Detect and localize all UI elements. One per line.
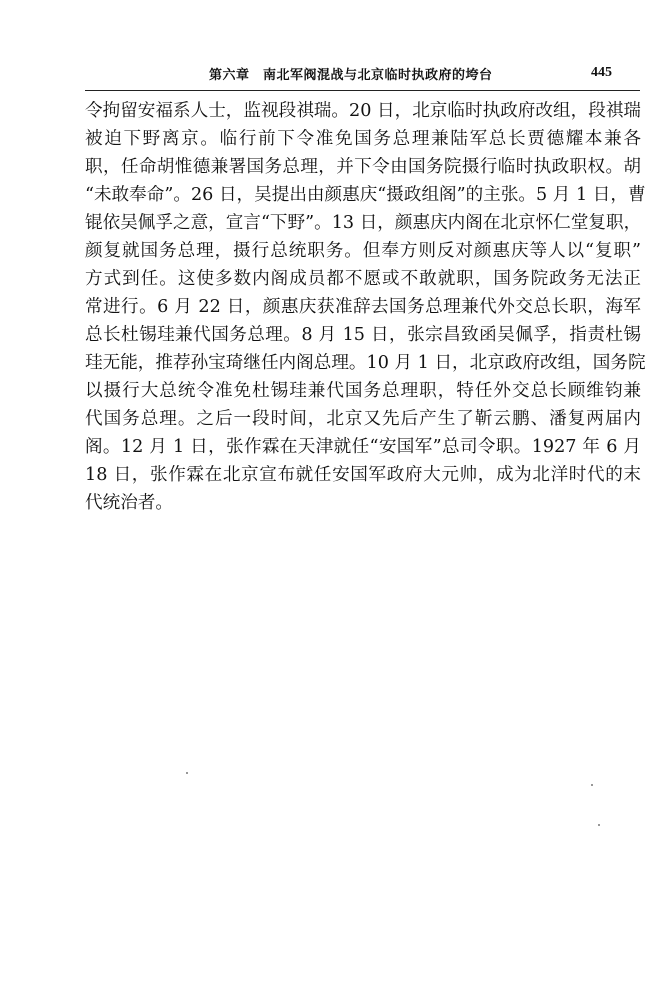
text-line: 珪无能，推荐孙宝琦继任内阁总理。10 月 1 日，北京政府改组，国务院	[85, 353, 646, 373]
text-line: 以摄行大总统令准免杜锡珪兼代国务总理职，特任外交总长顾维钧兼	[85, 381, 641, 401]
text-line: 令拘留安福系人士，监视段祺瑞。20 日，北京临时执政府改组，段祺瑞	[85, 101, 641, 121]
running-header	[85, 64, 645, 88]
text-line: 锟依吴佩孚之意，宣言“下野”。13 日，颜惠庆内阁在北京怀仁堂复职，	[85, 213, 642, 233]
text-line: 代国务总理。之后一段时间，北京又先后产生了靳云鹏、潘复两届内	[85, 409, 641, 429]
scan-speck	[186, 772, 188, 774]
page-number: 445	[591, 65, 612, 80]
text-line: 被迫下野离京。临行前下令准免国务总理兼陆军总长贾德耀本兼各	[85, 129, 641, 149]
text-line: 常进行。6 月 22 日，颜惠庆获准辞去国务总理兼代外交总长职，海军	[85, 297, 641, 317]
text-line: 阁。12 月 1 日，张作霖在天津就任“安国军”总司令职。1927 年 6 月	[85, 437, 641, 457]
text-line: 职，任命胡惟德兼署国务总理，并下令由国务院摄行临时执政职权。胡	[85, 157, 641, 177]
body-paragraph	[85, 97, 646, 517]
scan-speck	[591, 784, 593, 786]
text-line: 方式到任。这使多数内阁成员都不愿或不敢就职，国务院政务无法正	[85, 269, 641, 289]
text-line: “未敢奉命”。26 日，吴提出由颜惠庆“摄政组阁”的主张。5 月 1 日，曹	[85, 185, 646, 205]
scan-speck	[598, 824, 600, 826]
text-line: 颜复就国务总理，摄行总统职务。但奉方则反对颜惠庆等人以“复职”	[85, 241, 641, 261]
text-line: 总长杜锡珪兼代国务总理。8 月 15 日，张宗昌致函吴佩孚，指责杜锡	[85, 325, 641, 345]
text-line: 18 日，张作霖在北京宣布就任安国军政府大元帅，成为北洋时代的末	[85, 465, 641, 485]
chapter-title: 第六章 南北军阀混战与北京临时执政府的垮台	[209, 68, 493, 83]
text-line: 代统治者。	[85, 493, 173, 513]
header-rule	[85, 90, 640, 91]
